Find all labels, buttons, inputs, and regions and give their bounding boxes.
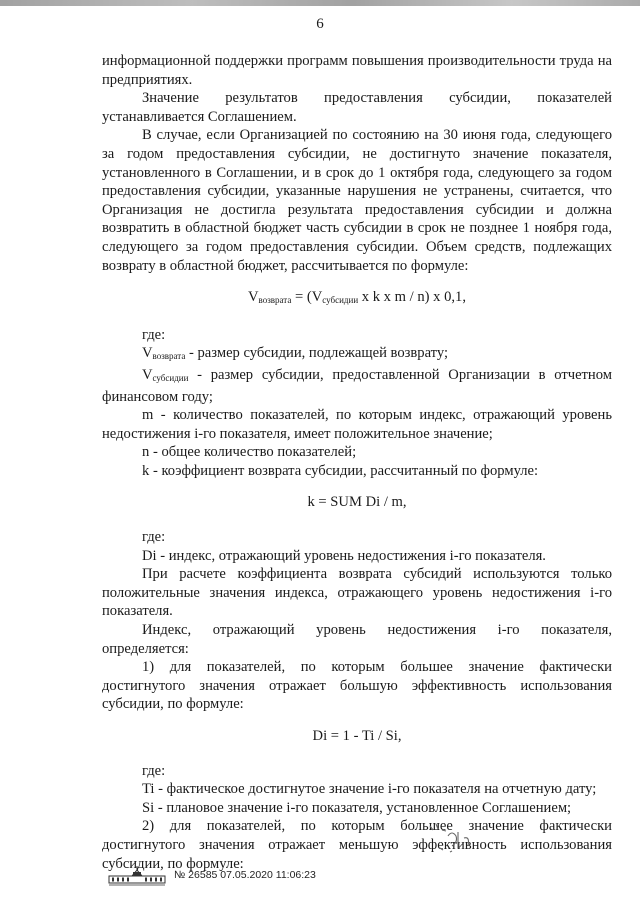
paragraph: Индекс, отражающий уровень недостижения i-го показателя, определяется: [102,622,612,657]
registration-stamp [108,864,368,890]
definition-v-return: $V_{возврата}$ - размер субсидии, подлежащей возврату; [142,345,449,362]
definition-k: k - коэффициент возврата субсидии, рассчитанный по формуле: [142,462,539,479]
definition-v-subsidy: $V_{субсидии}$ - размер субсидии, предоставленной Организации в отчетном финансовом году; [102,366,612,405]
definition-ti: Ti - фактическое достигнутое значение i-го показателя на отчетную дату; [142,781,597,798]
list-item: 2) для показателей, по которым большее значение фактически достигнутого значения отражает меньшую эффективность использования субсидии, по формуле: [102,818,612,872]
paragraph: В случае, если Организацией по состоянию на 30 июня года, следующего за годом предоставления субсидии, не достигнуто значение показателя, установленного в Соглашении, и в срок до 1 октября года, следующего за годом предоставления субсидии, указанные нарушения не устранены, считается, что Организация не достигла результата предоставления субсидии и должна возвратить в областной бюджет часть субсидии в срок не позднее 1 ноября года, следующего за годом предоставления субсидии. Объем средств, подлежащих возврату в областной бюджет, рассчитывается по формуле: [102,127,612,274]
where-label: где: [142,762,166,779]
definition-m: m - количество показателей, по которым индекс, отражающий уровень недостижения i-го показателя, имеет положительное значение; [102,407,612,442]
formula-k: k = SUM Di / m, [307,494,407,511]
paragraph: При расчете коэффициента возврата субсидий используются только положительные значения индекса, отражающего уровень недостижения i-го показателя. [102,566,612,620]
document-body [102,52,612,873]
definition-si: Si - плановое значение i-го показателя, установленное Соглашением; [142,799,572,816]
stamp-number-date: № 26585 07.05.2020 11:06:23 [174,869,316,881]
building-logo-icon [108,864,166,886]
paragraph: информационной поддержки программ повышения производительности труда на предприятиях. [102,53,612,88]
formula-return-volume: $V_{возврата} = (V_{субсидии}$ x k x m / n) x 0,1, [248,289,466,306]
paragraph: Значение результатов предоставления субсидии, показателей устанавливается Соглашением. [102,90,612,125]
where-label: где: [142,326,166,343]
handwritten-mark [422,818,482,862]
formula-di: Di = 1 - Ti / Si, [312,728,402,744]
page-number: 6 [316,16,324,32]
list-item: 1) для показателей, по которым большее значение фактически достигнутого значения отражает большую эффективность использования субсидии, по формуле: [102,659,612,713]
scan-top-edge [0,0,640,6]
where-label: где: [142,529,166,546]
definition-di: Di - индекс, отражающий уровень недостижения i-го показателя. [142,547,546,564]
definition-n: n - общее количество показателей; [142,444,357,461]
